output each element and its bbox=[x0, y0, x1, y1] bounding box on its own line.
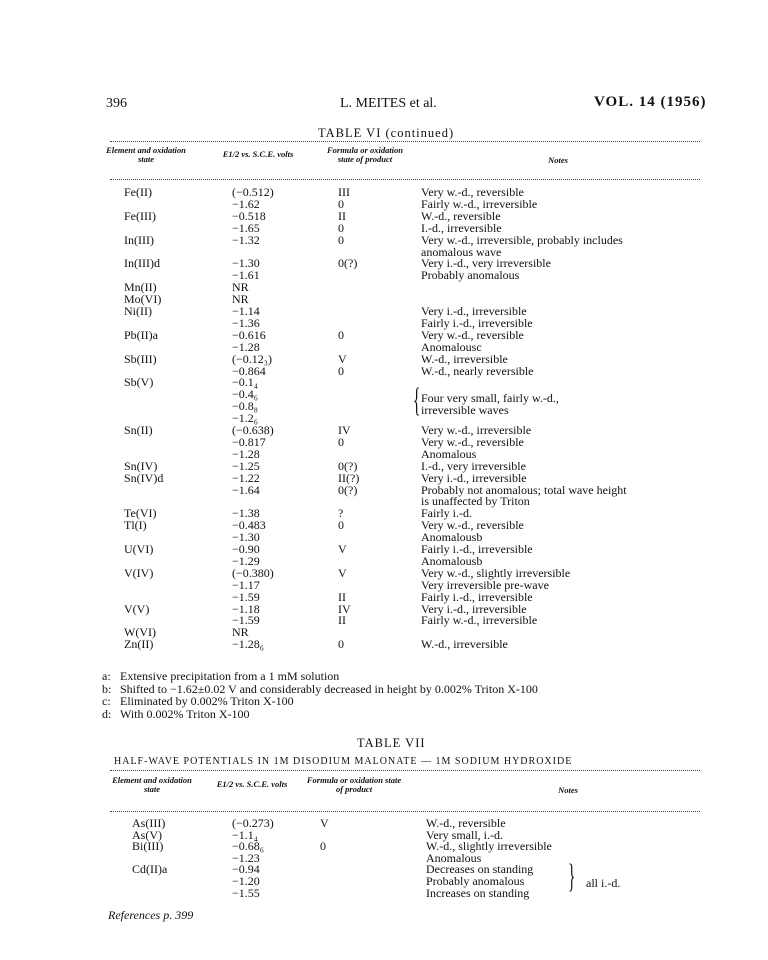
table6-element-cell: V(V) bbox=[124, 601, 150, 616]
table6-notes-cell: Very i.-d., very irreversible bbox=[421, 256, 551, 271]
table6-col-e12: E1/2 vs. S.C.E. volts bbox=[222, 149, 294, 159]
table7-header-rule bbox=[110, 811, 700, 812]
table6-notes-cell: Very w.-d., irreversible bbox=[421, 423, 532, 437]
table6-notes-cell: Fairly w.-d., irreversible bbox=[421, 196, 538, 211]
table6-formula-cell: 0 bbox=[338, 220, 344, 235]
table6-notes-cell: Very w.-d., slightly irreversible bbox=[421, 565, 571, 580]
table6-formula-cell: II(?) bbox=[338, 470, 360, 485]
footnote-mark: a: bbox=[102, 669, 111, 683]
table6-e12-cell: −1.2₆ bbox=[232, 411, 258, 426]
table6-e12-cell: −1.28 bbox=[232, 339, 260, 354]
table6-notes-cell: Anomalous bbox=[421, 446, 477, 461]
table6-notes-cell: Fairly i.-d., irreversible bbox=[421, 589, 533, 604]
table6-e12-cell: −1.62 bbox=[232, 196, 260, 211]
table7-formula-cell: 0 bbox=[320, 839, 326, 854]
table7-element-cell: As(V) bbox=[132, 827, 162, 842]
table6-notes-cell: Probably not anomalous; total wave height bbox=[421, 482, 627, 497]
table6-element-cell: Tl(I) bbox=[124, 518, 147, 533]
table6-formula-cell: 0 bbox=[338, 232, 344, 247]
table6-notes-cell: Very w.-d., irreversible, probably includes bbox=[421, 232, 623, 247]
table6-e12-cell: −0.1₄ bbox=[232, 375, 258, 390]
table6-e12-cell: (−0.512) bbox=[232, 185, 274, 199]
table6-formula-cell: 0 bbox=[338, 327, 344, 342]
table6-formula-cell: IV bbox=[338, 423, 351, 437]
table6-e12-cell: −0.864 bbox=[232, 363, 266, 378]
table6-element-cell: Mo(VI) bbox=[124, 292, 162, 307]
table6-notes-cell: Fairly i.-d. bbox=[421, 506, 472, 521]
table6-e12-cell: −1.18 bbox=[232, 601, 260, 616]
table6-formula-cell: II bbox=[338, 208, 346, 223]
table7-col-notes: Notes bbox=[558, 785, 578, 795]
table6-notes-cell: Anomalousb bbox=[421, 553, 483, 568]
table6-notes-cell: Very w.-d., reversible bbox=[421, 518, 524, 533]
table7-element-cell: As(III) bbox=[132, 816, 166, 830]
table6-notes-cell: Anomalousb bbox=[421, 530, 483, 545]
table6-formula-cell: 0 bbox=[338, 363, 344, 378]
table6-e12-cell: −0.8₈ bbox=[232, 399, 258, 414]
table6-e12-cell: −1.30 bbox=[232, 256, 260, 271]
table6-notes-cell: W.-d., reversible bbox=[421, 208, 501, 223]
table6-notes-cell: I.-d., very irreversible bbox=[421, 458, 526, 473]
table7-notes-cell: W.-d., reversible bbox=[426, 816, 506, 830]
table6-notes-cell: Very i.-d., irreversible bbox=[421, 304, 527, 318]
table6-notes-cell: Very i.-d., irreversible bbox=[421, 470, 527, 485]
footnote-text: Eliminated by 0.002% Triton X-100 bbox=[120, 694, 294, 708]
table6-e12-cell: −1.28₆ bbox=[232, 637, 264, 652]
table6-formula-cell: II bbox=[338, 589, 346, 604]
table6-element-cell: Mn(II) bbox=[124, 280, 157, 295]
table7-element-cell: Cd(II)a bbox=[132, 862, 168, 877]
table6-e12-cell: −1.59 bbox=[232, 589, 260, 604]
table6-element-cell: Sn(II) bbox=[124, 423, 153, 437]
table6-e12-cell: −1.36 bbox=[232, 315, 260, 330]
table6-formula-cell: 0 bbox=[338, 637, 344, 652]
table6-formula-cell: III bbox=[338, 185, 350, 199]
table6-e12-cell: −0.4₆ bbox=[232, 387, 258, 402]
table6-notes-cell: Very irreversible pre-wave bbox=[421, 577, 549, 592]
table6-element-cell: W(VI) bbox=[124, 625, 156, 640]
table6-formula-cell: IV bbox=[338, 601, 351, 616]
table6-e12-cell: −1.61 bbox=[232, 268, 260, 283]
table6-element-cell: Te(VI) bbox=[124, 506, 157, 521]
table7-e12-cell: (−0.273) bbox=[232, 816, 274, 830]
table7-notes-cell: Decreases on standing bbox=[426, 862, 534, 877]
table6-e12-cell: −1.22 bbox=[232, 470, 260, 485]
table7-notes-cell: Anomalous bbox=[426, 850, 482, 865]
table6-formula-cell: ? bbox=[338, 506, 344, 521]
table6-notes-cell: Fairly w.-d., irreversible bbox=[421, 613, 538, 628]
table7-e12-cell: −1.55 bbox=[232, 885, 260, 900]
table6-notes-cell: Fairly i.-d., irreversible bbox=[421, 315, 533, 330]
footnote-mark: d: bbox=[102, 706, 112, 721]
footnote-text: With 0.002% Triton X-100 bbox=[120, 706, 250, 721]
table6-element-cell: In(III)d bbox=[124, 256, 160, 271]
table6-formula-cell: 0 bbox=[338, 196, 344, 211]
table6-notes-cell: I.-d., irreversible bbox=[421, 220, 502, 235]
table6-element-cell: In(III) bbox=[124, 232, 154, 247]
cd-brace-note: all i.-d. bbox=[586, 876, 621, 890]
table6-e12-cell: −1.38 bbox=[232, 506, 260, 521]
table6-notes-cell: Very w.-d., reversible bbox=[421, 327, 524, 342]
table6-element-cell: Sn(IV) bbox=[124, 458, 158, 473]
table6-e12-cell: −0.483 bbox=[232, 518, 266, 533]
table6-notes-cell: W.-d., irreversible bbox=[421, 637, 508, 652]
table6-element-cell: Ni(II) bbox=[124, 304, 152, 318]
table6-e12-cell: NR bbox=[232, 280, 249, 295]
table7-col-formula: Formula or oxidation state of product bbox=[306, 775, 402, 794]
table6-formula-cell: V bbox=[338, 565, 347, 580]
table6-e12-cell: −1.30 bbox=[232, 530, 260, 545]
table6-formula-cell: V bbox=[338, 542, 347, 556]
table6-e12-cell: (−0.638) bbox=[232, 423, 274, 437]
table6-element-cell: Zn(II) bbox=[124, 637, 154, 652]
table7-notes-cell: Increases on standing bbox=[426, 885, 530, 900]
table6-e12-cell: −1.59 bbox=[232, 613, 260, 628]
table6-e12-cell: −1.17 bbox=[232, 577, 260, 592]
footnote-text: Shifted to −1.62±0.02 V and considerably decreased in height by 0.002% Triton X-100 bbox=[120, 681, 538, 696]
table6-element-cell: Fe(II) bbox=[124, 185, 152, 199]
table6-top-rule bbox=[110, 141, 700, 142]
table6-e12-cell: (−0.12₃) bbox=[232, 351, 272, 366]
table7-formula-cell: V bbox=[320, 816, 329, 830]
table7-element-cell: Bi(III) bbox=[132, 839, 164, 854]
table6-notes-cell: W.-d., nearly reversible bbox=[421, 363, 534, 378]
table6-e12-cell: −0.90 bbox=[232, 542, 260, 556]
table6-formula-cell: 0 bbox=[338, 434, 344, 449]
footnote-text: Extensive precipitation from a 1 mM solution bbox=[120, 669, 340, 683]
table6-formula-cell: 0(?) bbox=[338, 482, 358, 497]
table7-e12-cell: −1.1₄ bbox=[232, 827, 258, 842]
table6-formula-cell: 0 bbox=[338, 518, 344, 533]
sb-brace-note-1: Four very small, fairly w.-d., bbox=[421, 391, 559, 405]
table7-subtitle: HALF-WAVE POTENTIALS IN 1M DISODIUM MALONATE — 1M SODIUM HYDROXIDE bbox=[114, 756, 573, 767]
table6-header-rule bbox=[110, 179, 700, 180]
table6-formula-cell: 0(?) bbox=[338, 458, 358, 473]
table7-e12-cell: −0.94 bbox=[232, 862, 260, 877]
table6-notes-cell: Very i.-d., irreversible bbox=[421, 601, 527, 616]
table6-element-cell: Fe(III) bbox=[124, 208, 156, 223]
table6-notes-cell: Very w.-d., reversible bbox=[421, 434, 524, 449]
table6-element-cell: Sb(III) bbox=[124, 351, 157, 366]
table7-notes-cell: Probably anomalous bbox=[426, 874, 525, 888]
table6-element-cell: Sn(IV)d bbox=[124, 470, 164, 485]
table6-e12-cell: NR bbox=[232, 292, 249, 307]
table7-notes-cell: Very small, i.-d. bbox=[426, 827, 503, 842]
table6-element-cell: Sb(V) bbox=[124, 375, 154, 390]
table6-e12-cell: (−0.380) bbox=[232, 565, 274, 580]
table6-e12-cell: −1.64 bbox=[232, 482, 260, 497]
table7-e12-cell: −1.23 bbox=[232, 850, 260, 865]
table6-notes-cell: Very w.-d., reversible bbox=[421, 185, 524, 199]
table6-e12-cell: −1.14 bbox=[232, 304, 260, 318]
table6-notes-cell: anomalous wave bbox=[421, 244, 502, 259]
table7-notes-cell: W.-d., slightly irreversible bbox=[426, 839, 552, 854]
table7-col-element: Element and oxidation state bbox=[112, 775, 192, 794]
table6-element-cell: Pb(II)a bbox=[124, 327, 158, 342]
table6-e12-cell: −1.25 bbox=[232, 458, 260, 473]
table6-formula-cell: 0(?) bbox=[338, 256, 358, 271]
table6-col-element: Element and oxidation state bbox=[106, 145, 186, 164]
table6-e12-cell: −0.817 bbox=[232, 434, 266, 449]
table6-e12-cell: −1.28 bbox=[232, 446, 260, 461]
page-number: 396 bbox=[106, 96, 127, 111]
table6-e12-cell: −0.518 bbox=[232, 208, 266, 223]
table6-notes-cell: Fairly i.-d., irreversible bbox=[421, 542, 533, 556]
table6-formula-cell: V bbox=[338, 351, 347, 366]
table7-col-e12: E1/2 vs. S.C.E. volts bbox=[216, 779, 288, 789]
sb-brace: { bbox=[413, 382, 421, 419]
running-title: L. MEITES et al. bbox=[340, 96, 437, 111]
table7-e12-cell: −0.68₆ bbox=[232, 839, 264, 854]
table6-element-cell: V(IV) bbox=[124, 565, 154, 580]
cd-brace: } bbox=[568, 858, 576, 895]
table6-notes-cell: Anomalousc bbox=[421, 339, 482, 354]
table6-e12-cell: −1.32 bbox=[232, 232, 260, 247]
table6-e12-cell: −1.29 bbox=[232, 553, 260, 568]
table6-title: TABLE VI (continued) bbox=[318, 126, 455, 140]
table6-e12-cell: −0.616 bbox=[232, 327, 266, 342]
table7-title: TABLE VII bbox=[357, 736, 426, 750]
table6-element-cell: U(VI) bbox=[124, 542, 154, 556]
footnote-mark: b: bbox=[102, 681, 112, 696]
table6-e12-cell: −1.65 bbox=[232, 220, 260, 235]
table7-e12-cell: −1.20 bbox=[232, 874, 260, 888]
footnote-mark: c: bbox=[102, 694, 111, 708]
table6-notes-cell: W.-d., irreversible bbox=[421, 351, 508, 366]
table6-formula-cell: II bbox=[338, 613, 346, 628]
volume-label: VOL. 14 (1956) bbox=[594, 94, 707, 110]
table6-col-formula: Formula or oxidation state of product bbox=[326, 145, 404, 164]
table6-col-notes: Notes bbox=[548, 155, 568, 165]
sb-brace-note-2: irreversible waves bbox=[421, 403, 509, 417]
table6-e12-cell: NR bbox=[232, 625, 249, 640]
table6-notes-cell: is unaffected by Triton bbox=[421, 494, 530, 509]
table6-notes-cell: Probably anomalous bbox=[421, 268, 520, 283]
references-note: References p. 399 bbox=[108, 908, 194, 922]
table7-top-rule bbox=[110, 770, 700, 771]
